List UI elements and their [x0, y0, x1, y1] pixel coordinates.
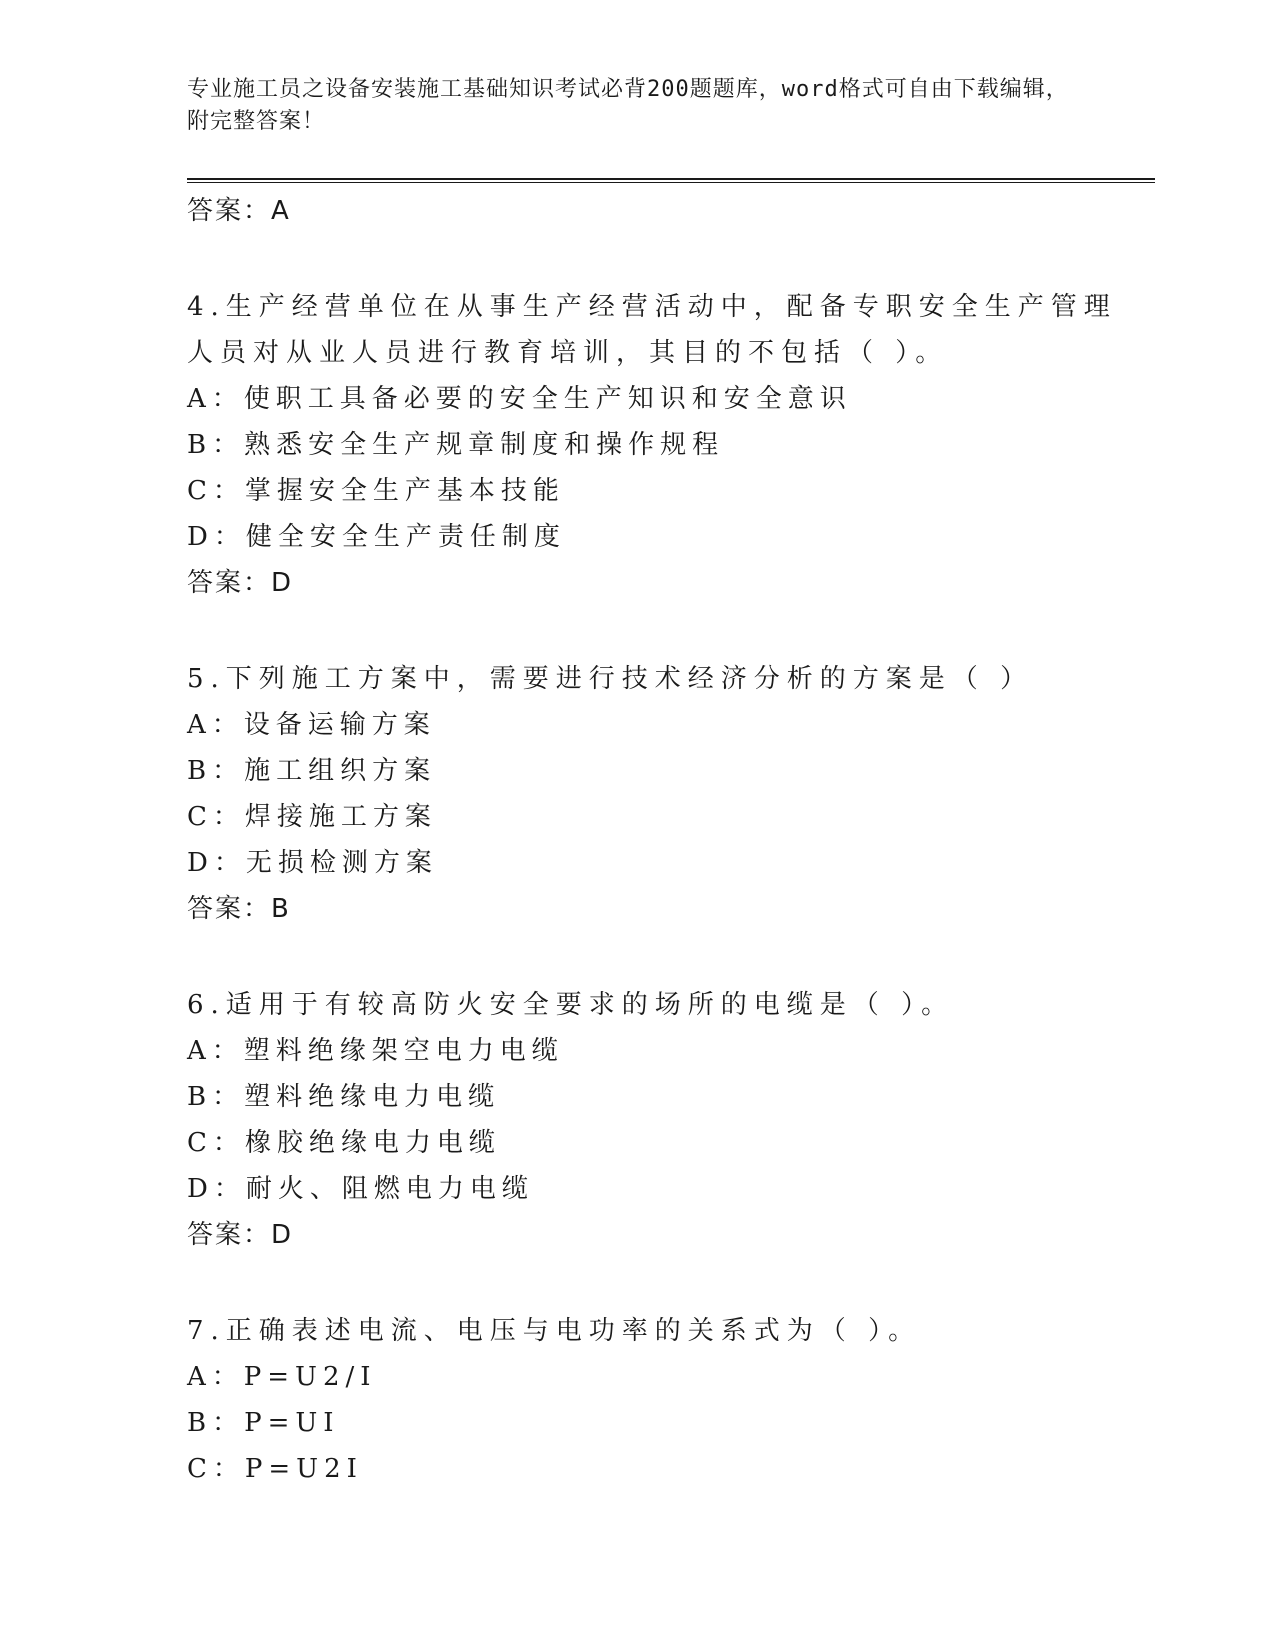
question-stem: 6.适用于有较高防火安全要求的场所的电缆是（ ）。 — [187, 990, 955, 1020]
answer-line: 答案：D — [187, 568, 294, 598]
option-c: C：橡胶绝缘电力电缆 — [187, 1128, 501, 1158]
option-a: A：P=U2/I — [187, 1362, 377, 1392]
answer-line: 答案：A — [187, 196, 291, 226]
question-block — [187, 982, 1147, 1258]
option-b: B：施工组织方案 — [187, 756, 437, 786]
header-divider — [187, 178, 1155, 183]
option-c: C：焊接施工方案 — [187, 802, 437, 832]
question-stem: 5.下列施工方案中，需要进行技术经济分析的方案是（ ） — [187, 664, 1034, 694]
option-b: B：塑料绝缘电力电缆 — [187, 1082, 501, 1112]
option-c: C：P=U2I — [187, 1454, 363, 1484]
question-list — [187, 188, 1147, 1492]
option-c: C：掌握安全生产基本技能 — [187, 476, 565, 506]
option-a: A：设备运输方案 — [187, 710, 436, 740]
document-header-title: 专业施工员之设备安装施工基础知识考试必背200题题库，word格式可自由下载编辑，附完整答案！ — [187, 77, 1069, 134]
question-block — [187, 1308, 1147, 1492]
answer-line: 答案：B — [187, 894, 291, 924]
question-block — [187, 284, 1147, 606]
option-b: B：熟悉安全生产规章制度和操作规程 — [187, 430, 725, 460]
question-block — [187, 656, 1147, 932]
option-a: A：塑料绝缘架空电力电缆 — [187, 1036, 564, 1066]
option-a: A：使职工具备必要的安全生产知识和安全意识 — [187, 384, 852, 414]
option-d: D：健全安全生产责任制度 — [187, 522, 566, 552]
question-stem: 7.正确表述电流、电压与电功率的关系式为（ ）。 — [187, 1316, 922, 1346]
question-stem: 4.生产经营单位在从事生产经营活动中，配备专职安全生产管理人员对从业人员进行教育培训，其目的不包括（ ）。 — [187, 292, 1117, 368]
option-b: B：P=UI — [187, 1408, 340, 1438]
option-d: D：无损检测方案 — [187, 848, 438, 878]
answer-line: 答案：D — [187, 1220, 294, 1250]
option-d: D：耐火、阻燃电力电缆 — [187, 1174, 534, 1204]
